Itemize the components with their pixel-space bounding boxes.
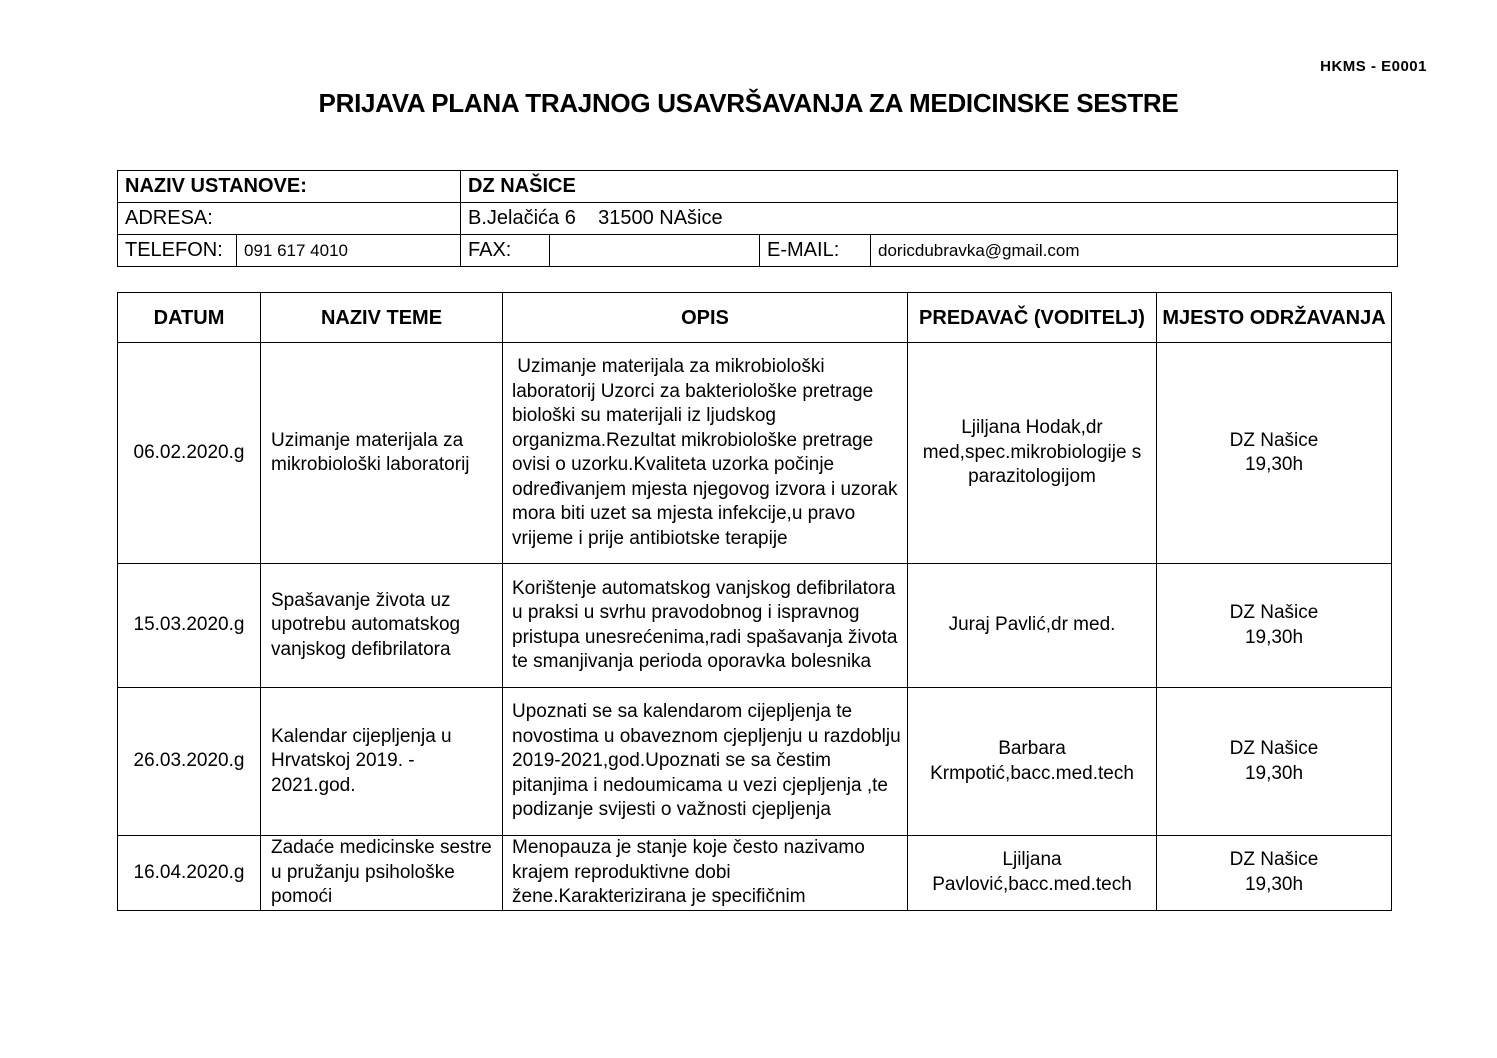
row-lecturer: Juraj Pavlić,dr med. [908,564,1157,688]
address-label: ADRESA: [118,203,461,235]
row-description: Uzimanje materijala za mikrobiološki laboratorij Uzorci za bakteriološke pretrage biološki su materijali iz ljudskog organizma.Rezultat mikrobiološke pretrage ovisi o uzorku.Kvaliteta uzorka počinje određivanjem mjesta njegovog izvora i uzorak mora biti uzet sa mjesta infekcije,u pravo vrijeme i prije antibiotske terapije [503,343,908,564]
row-lecturer [908,836,1157,911]
form-code: HKMS - E0001 [1320,58,1427,75]
header-place: MJESTO ODRŽAVANJA [1157,293,1392,343]
header-topic: NAZIV TEME [261,293,503,343]
row-topic: Zadaće medicinske sestre u pružanju psihološke pomoći [261,836,503,911]
fax-label: FAX: [461,235,550,267]
institution-name-value: DZ NAŠICE [461,171,1398,203]
row-date: 15.03.2020.g [118,564,261,688]
header-desc: OPIS [503,293,908,343]
row-place [1157,564,1392,688]
email-value: doricdubravka@gmail.com [871,235,1398,267]
education-plan-table [117,292,1392,911]
fax-value [550,235,760,267]
row-place [1157,836,1392,911]
page-title: PRIJAVA PLANA TRAJNOG USAVRŠAVANJA ZA MEDICINSKE SESTRE [318,88,1179,118]
institution-address-row [118,203,1398,235]
table-header-row [118,293,1392,343]
row-description: Upoznati se sa kalendarom cijepljenja te novostima u obaveznom cjepljenju u razdoblju 2019-2021,god.Upoznati se sa čestim pitanjima i nedoumicama u vezi cjepljenja ,te podizanje svijesti o važnosti cjepljenja [503,688,908,836]
row-place [1157,343,1392,564]
institution-table [117,170,1398,267]
row-date: 26.03.2020.g [118,688,261,836]
table-row [118,688,1392,836]
email-label: E-MAIL: [760,235,871,267]
row-lecturer: Ljiljana Hodak,dr med,spec.mikrobiologije s parazitologijom [908,343,1157,564]
row-lecturer-text: Ljiljana Pavlović,bacc.med.tech [932,849,1132,895]
row-place-text: DZ Našice 19,30h [1229,602,1319,648]
table-row [118,343,1392,564]
row-lecturer: Barbara Krmpotić,bacc.med.tech [908,688,1157,836]
table-row [118,564,1392,688]
row-description: Korištenje automatskog vanjskog defibrilatora u praksi u svrhu pravodobnog i ispravnog pristupa unesrećenima,radi spašavanja života te smanjivanja perioda oporavka bolesnika [503,564,908,688]
row-description: Menopauza je stanje koje često nazivamo krajem reproduktivne dobi žene.Karakterizirana je specifičnim [503,836,908,911]
phone-value: 091 617 4010 [237,235,461,267]
row-place [1157,688,1392,836]
phone-label: TELEFON: [118,235,237,267]
row-place-text: DZ Našice 19,30h [1229,738,1319,784]
header-date: DATUM [118,293,261,343]
institution-name-row [118,171,1398,203]
row-date: 06.02.2020.g [118,343,261,564]
header-lecturer: PREDAVAČ (VODITELJ) [908,293,1157,343]
table-row [118,836,1392,911]
row-place-text: DZ Našice 19,30h [1229,849,1319,895]
address-value: B.Jelačića 6 31500 NAšice [461,203,1398,235]
row-date: 16.04.2020.g [118,836,261,911]
row-topic: Uzimanje materijala za mikrobiološki laboratorij [261,343,503,564]
row-place-text: DZ Našice 19,30h [1229,429,1319,475]
row-topic: Kalendar cijepljenja u Hrvatskoj 2019. - 2021.god. [261,688,503,836]
institution-contact-row [118,235,1398,267]
row-topic: Spašavanje života uz upotrebu automatskog vanjskog defibrilatora [261,564,503,688]
institution-name-label: NAZIV USTANOVE: [118,171,461,203]
